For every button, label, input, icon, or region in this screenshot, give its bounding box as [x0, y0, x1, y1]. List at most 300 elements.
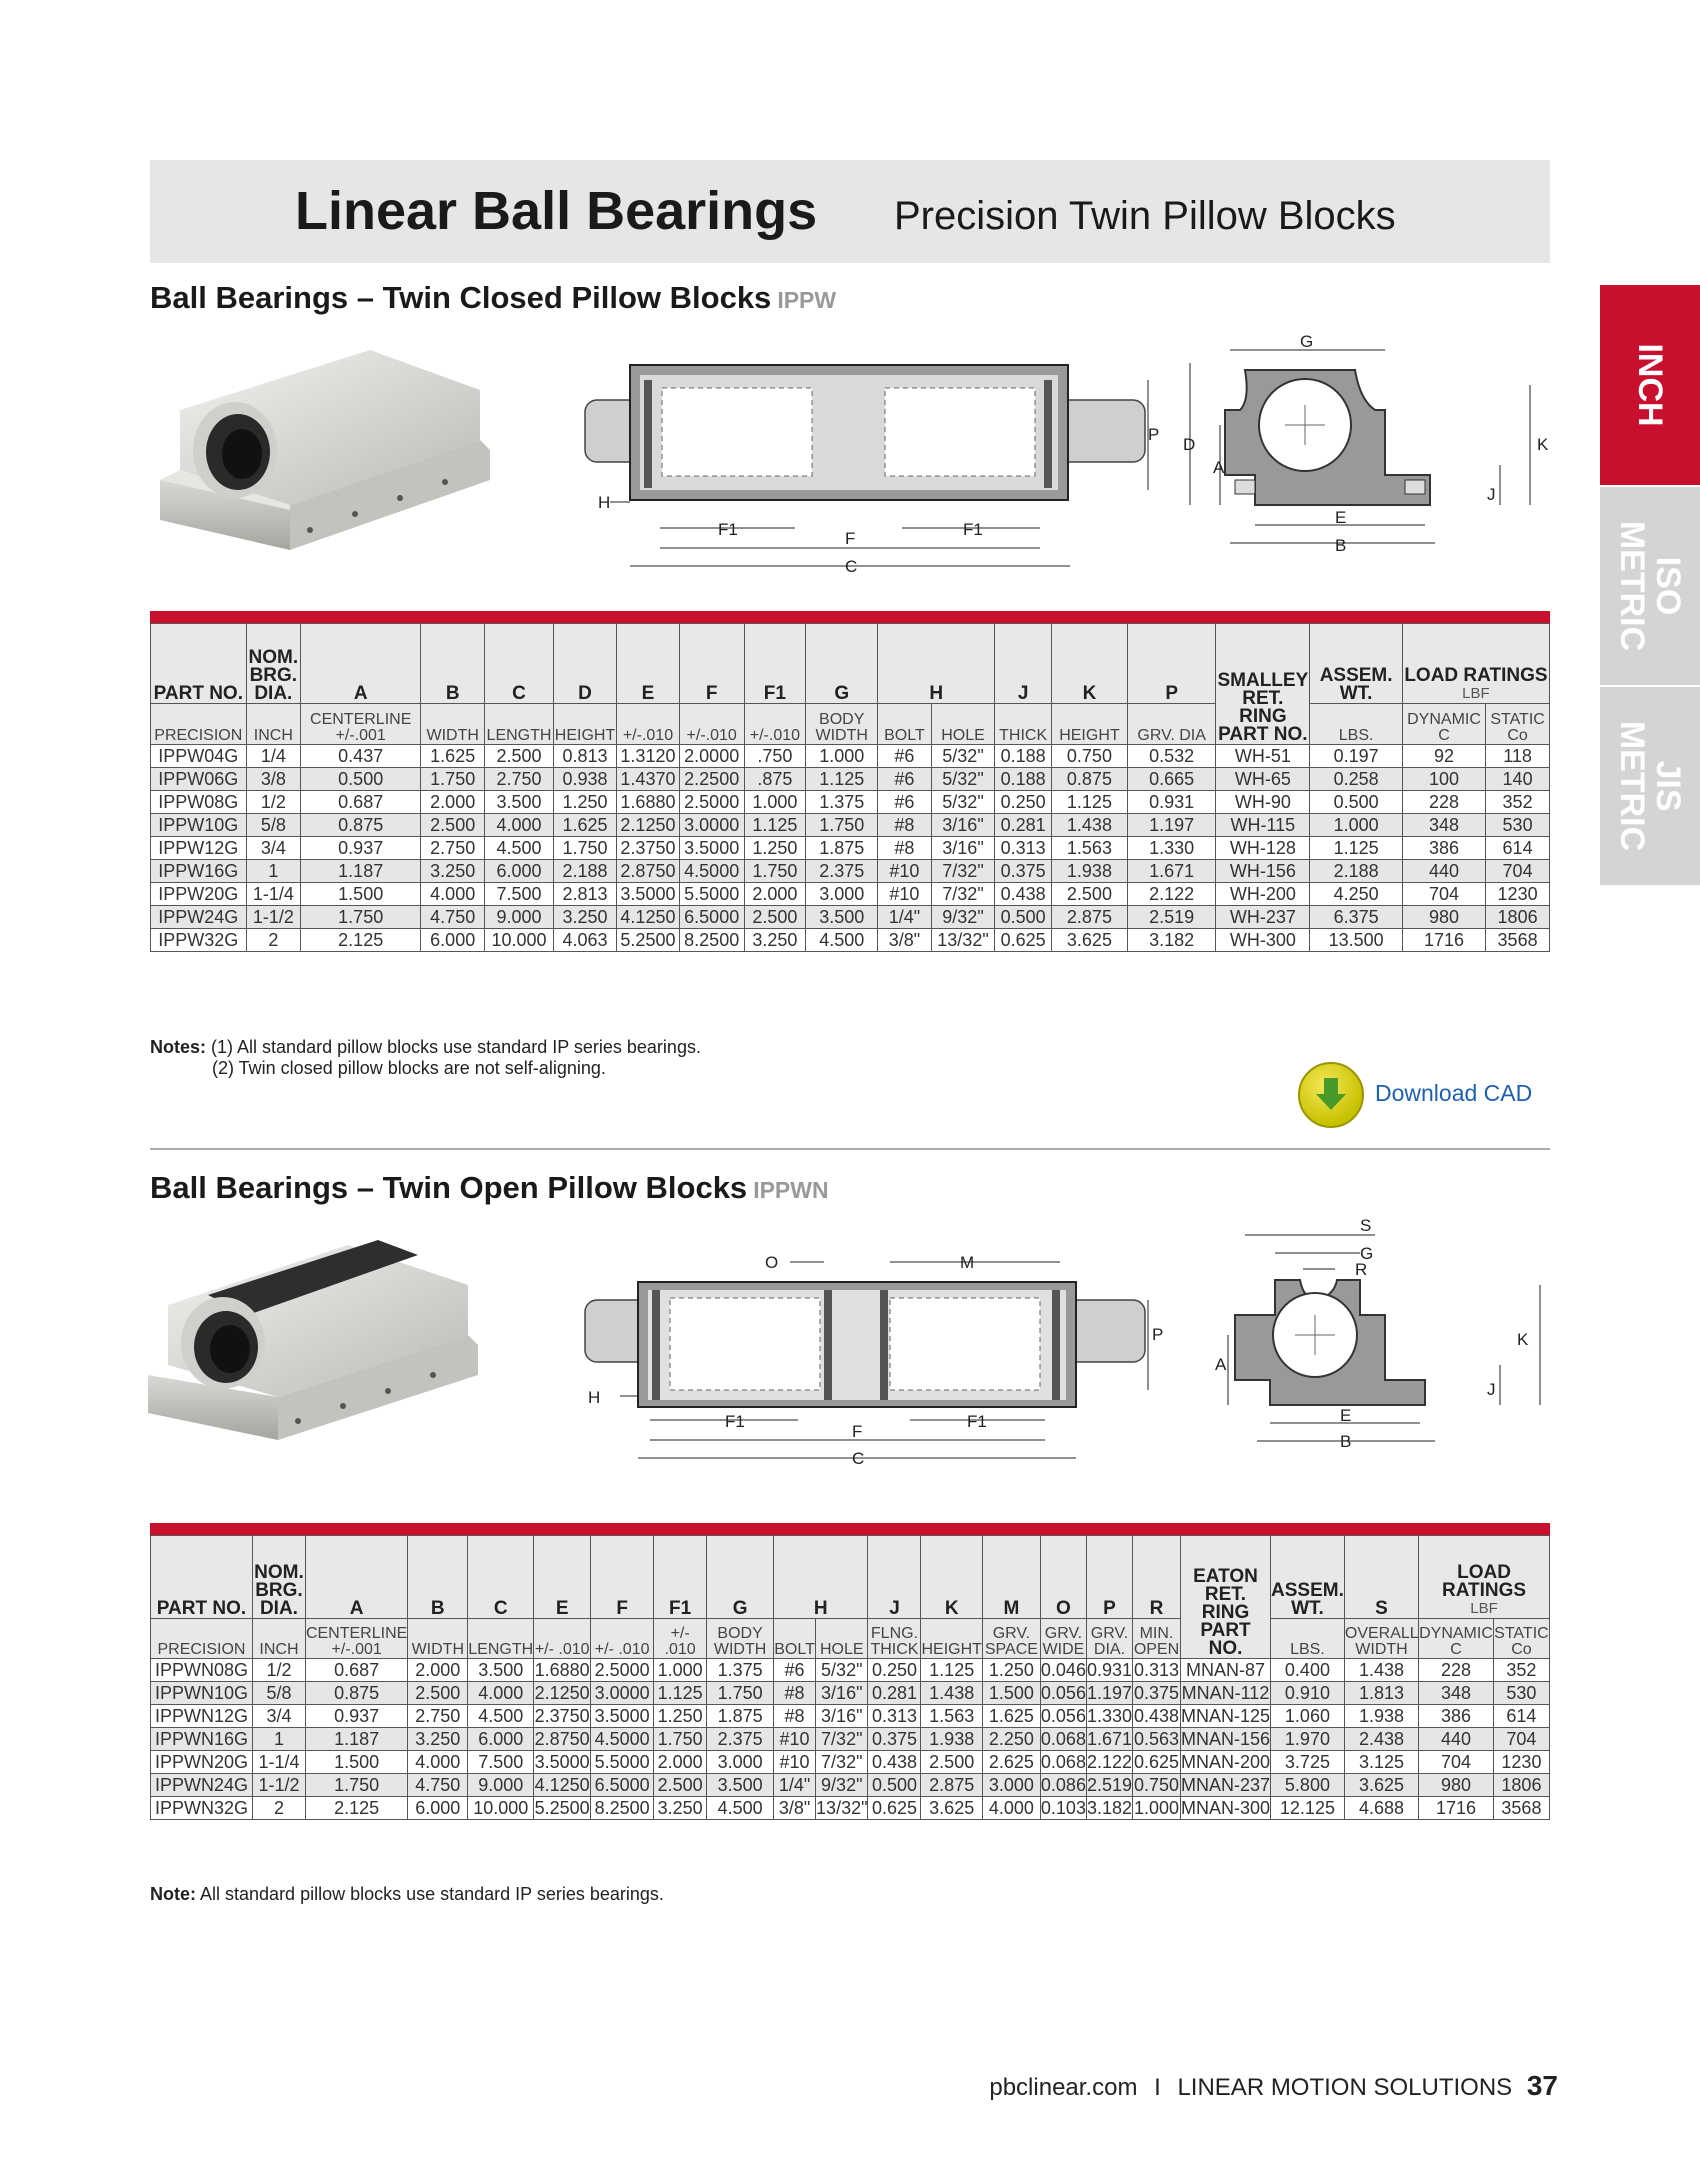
table-cell: 4.500	[485, 837, 554, 860]
table-cell: 13/32"	[816, 1797, 868, 1818]
table-row	[151, 768, 1550, 791]
table-cell: 2.188	[1310, 860, 1403, 883]
table-cell: 3/16"	[816, 1705, 868, 1728]
svg-text:B: B	[1340, 1432, 1352, 1451]
load-ratings-label: LOAD RATINGS	[1404, 665, 1548, 686]
col-header: C	[485, 624, 554, 704]
table-cell: 704	[1402, 883, 1485, 906]
table-cell: 0.056	[1040, 1682, 1086, 1703]
col-header: NOM. BRG. DIA.	[246, 624, 300, 704]
col-header: P	[1086, 1536, 1132, 1619]
load-ratings-label: LOAD RATINGS	[1442, 1562, 1527, 1601]
table-cell: IPPW32G	[151, 929, 247, 952]
col-header: F1	[744, 624, 806, 704]
col-header: R	[1133, 1536, 1181, 1619]
table-cell: 1.750	[305, 1774, 407, 1797]
table-cell: 2.5000	[679, 791, 744, 814]
table-cell: 2.500	[654, 1774, 707, 1797]
section1-notes	[150, 1037, 701, 1079]
table-cell: 3/4	[246, 837, 300, 860]
table-cell: 1.4370	[617, 768, 680, 791]
table-cell: .750	[744, 745, 806, 768]
table-cell: 3.5000	[617, 883, 680, 906]
table-row	[151, 1705, 1550, 1728]
section2-title	[150, 1170, 829, 1206]
table-cell: 0.197	[1310, 745, 1403, 768]
table-cell: 0.500	[301, 768, 421, 791]
table-cell: 4.750	[421, 906, 485, 929]
table-cell: 2.000	[421, 791, 485, 814]
table-cell: IPPWN16G	[151, 1728, 253, 1751]
table-cell: 1.671	[1086, 1728, 1132, 1749]
table-cell: 0.258	[1310, 768, 1403, 791]
open-pillow-block-photo	[148, 1225, 488, 1445]
table-cell: 3.500	[485, 791, 554, 814]
col-header: F	[679, 624, 744, 704]
table-cell: 2.500	[421, 814, 485, 837]
svg-text:O: O	[765, 1253, 779, 1272]
svg-text:F1: F1	[967, 1412, 987, 1431]
table-row	[151, 929, 1550, 952]
table-cell: IPPW16G	[151, 860, 247, 883]
col-subheader: HOLE	[816, 1619, 868, 1659]
table-cell: 3.182	[1086, 1797, 1132, 1818]
tab-iso-metric[interactable]	[1600, 487, 1700, 685]
section1-title-text: Ball Bearings – Twin Closed Pillow Blocks	[150, 280, 772, 315]
table-cell: 0.375	[995, 860, 1052, 883]
table-cell: 1.187	[301, 860, 421, 883]
table-cell: 0.437	[301, 745, 421, 768]
table-cell: 3.182	[1127, 929, 1215, 952]
table-cell: 4.5000	[679, 860, 744, 883]
svg-text:C: C	[852, 1449, 865, 1468]
table-cell: 3/16"	[931, 814, 995, 837]
table-cell: 0.068	[1040, 1728, 1086, 1749]
table-cell: 0.056	[1040, 1705, 1086, 1726]
table-cell: 0.313	[995, 837, 1052, 860]
tab-jis-metric[interactable]	[1600, 687, 1700, 885]
table-cell: 1.875	[806, 837, 878, 860]
table-cell: 1.125	[921, 1659, 982, 1682]
page-title: Linear Ball Bearings	[295, 181, 818, 241]
table-cell: 3.000	[707, 1751, 774, 1774]
table-cell: 9.000	[485, 906, 554, 929]
table-cell: 2.188	[553, 860, 616, 883]
table-cell: 5.5000	[679, 883, 744, 906]
table-cell: 3/8"	[878, 929, 931, 952]
table-cell: 0.438	[868, 1751, 921, 1774]
col-header: G	[806, 624, 878, 704]
svg-text:S: S	[1360, 1216, 1372, 1235]
table-cell: 2.3750	[617, 837, 680, 860]
table-cell: 0.875	[305, 1682, 407, 1705]
table-cell: 7/32"	[931, 883, 995, 906]
table-cell: #10	[774, 1751, 816, 1774]
table-row	[151, 837, 1550, 860]
table-cell: 2	[252, 1797, 305, 1820]
table-cell: 2.813	[553, 883, 616, 906]
table-cell: 1.187	[305, 1728, 407, 1751]
table-cell: 2.625	[982, 1751, 1040, 1774]
table-cell: 2.875	[921, 1774, 982, 1797]
table-cell: 4.688	[1344, 1797, 1418, 1820]
table-cell: 614	[1493, 1705, 1549, 1728]
col-subheader: BODY WIDTH	[707, 1619, 774, 1659]
table-cell: IPPWN32G	[151, 1797, 253, 1820]
col-subheader: LBS.	[1310, 704, 1403, 745]
table-cell: 0.750	[1133, 1774, 1180, 1795]
col-subheader: FLNG. THICK	[868, 1619, 921, 1659]
table-cell: 3.000	[982, 1774, 1040, 1797]
table-cell: 2.8750	[617, 860, 680, 883]
col-header: E	[617, 624, 680, 704]
table-cell: 1.625	[553, 814, 616, 837]
open-spec-table	[150, 1535, 1550, 1820]
table-cell: 530	[1486, 814, 1550, 837]
table-cell: 1.438	[1051, 814, 1127, 837]
table-cell: 3.250	[744, 929, 806, 952]
table-cell: IPPW10G	[151, 814, 247, 837]
table-cell: 3.0000	[679, 814, 744, 837]
table-cell: 3568	[1486, 929, 1550, 952]
table-cell: 3/16"	[816, 1682, 868, 1705]
col-subheader: LBS.	[1271, 1619, 1345, 1659]
table-cell: WH-128	[1216, 837, 1310, 860]
svg-text:E: E	[1340, 1406, 1352, 1425]
col-subheader: PRECISION	[151, 704, 247, 745]
tab-inch[interactable]	[1600, 285, 1700, 485]
table-cell: 1.625	[982, 1705, 1040, 1728]
table-row	[151, 791, 1550, 814]
table-cell: 530	[1493, 1682, 1549, 1705]
table-cell: IPPW08G	[151, 791, 247, 814]
table-cell: 1.125	[1310, 837, 1403, 860]
table-cell: 1/2	[246, 791, 300, 814]
table-cell: IPPWN08G	[151, 1659, 253, 1682]
table-cell: 1-1/4	[246, 883, 300, 906]
table-cell: 1.750	[744, 860, 806, 883]
section2-code: IPPWN	[753, 1177, 829, 1203]
table-cell: 3.625	[1344, 1774, 1418, 1797]
col-subheader: INCH	[246, 704, 300, 745]
table-cell: 2.000	[408, 1659, 468, 1682]
table-cell: 0.750	[1051, 745, 1127, 768]
load-unit: LBF	[1470, 1600, 1498, 1617]
col-subheader: CENTERLINE +/-.001	[305, 1619, 407, 1659]
col-subheader: MIN. OPEN	[1133, 1619, 1181, 1659]
table-row	[151, 1659, 1550, 1682]
col-header: C	[468, 1536, 534, 1619]
svg-text:C: C	[845, 557, 858, 576]
svg-text:P: P	[1148, 425, 1160, 444]
table-cell: 1.000	[806, 745, 878, 768]
svg-text:R: R	[1355, 1260, 1368, 1279]
col-subheader: BOLT	[774, 1619, 816, 1659]
col-subheader: HEIGHT	[921, 1619, 982, 1659]
table-cell: MNAN-87	[1180, 1659, 1270, 1682]
table-cell: 2.125	[305, 1797, 407, 1820]
table-cell: 7.500	[468, 1751, 534, 1774]
col-subheader: THICK	[995, 704, 1052, 745]
table-cell: 0.931	[1086, 1659, 1132, 1680]
table-cell: 13/32"	[931, 929, 995, 952]
table-cell: WH-115	[1216, 814, 1310, 837]
table-cell: 386	[1419, 1705, 1494, 1728]
col-header: M	[982, 1536, 1040, 1619]
page-header	[150, 160, 1550, 263]
table-cell: IPPWN20G	[151, 1751, 253, 1774]
closed-pillow-block-photo	[160, 330, 500, 560]
table-cell: #6	[878, 745, 931, 768]
table-cell: 0.400	[1271, 1659, 1345, 1682]
table-cell: 6.000	[468, 1728, 534, 1751]
table-cell: 1.000	[744, 791, 806, 814]
table-cell: 0.188	[995, 768, 1052, 791]
table-cell: 1.125	[654, 1682, 707, 1705]
table-cell: #8	[878, 814, 931, 837]
table-cell: 1.330	[1086, 1705, 1132, 1726]
download-cad-icon[interactable]	[1298, 1062, 1364, 1128]
download-cad-link[interactable]: Download CAD	[1375, 1080, 1533, 1106]
table-cell: 7/32"	[816, 1728, 868, 1751]
page-subtitle: Precision Twin Pillow Blocks	[894, 194, 1396, 238]
col-header: A	[301, 624, 421, 704]
closed-end-view-diagram	[1175, 332, 1549, 560]
table-row	[151, 906, 1550, 929]
table-cell: WH-65	[1216, 768, 1310, 791]
table-cell: 1	[246, 860, 300, 883]
table-cell: 0.938	[553, 768, 616, 791]
table-cell: 3.125	[1344, 1751, 1418, 1774]
table-cell: 0.281	[995, 814, 1052, 837]
table-cell: MNAN-125	[1180, 1705, 1271, 1726]
table-cell: 348	[1419, 1682, 1494, 1705]
table-cell: #8	[878, 837, 931, 860]
table-cell: 6.5000	[591, 1774, 654, 1797]
table-cell: 140	[1486, 768, 1550, 791]
svg-text:M: M	[960, 1253, 975, 1272]
col-subheader: OVERALL WIDTH	[1344, 1619, 1418, 1659]
table-cell: 9/32"	[931, 906, 995, 929]
table-cell: 13.500	[1310, 929, 1403, 952]
table-cell: 6.000	[485, 860, 554, 883]
table-row	[151, 1728, 1550, 1751]
table-cell: IPPW06G	[151, 768, 247, 791]
table-cell: IPPWN24G	[151, 1774, 253, 1797]
table-cell: 0.500	[1310, 791, 1403, 814]
table-cell: 5.2500	[617, 929, 680, 952]
table-row	[151, 814, 1550, 837]
table-cell: 3.250	[553, 906, 616, 929]
table-cell: 1.750	[553, 837, 616, 860]
svg-text:H: H	[588, 1388, 601, 1407]
table-cell: 1.938	[1051, 860, 1127, 883]
col-header: S	[1344, 1536, 1418, 1619]
table-cell: 1.750	[421, 768, 485, 791]
col-subheader: +/- .010	[654, 1619, 707, 1659]
table-cell: 2.375	[707, 1728, 774, 1751]
col-subheader: LENGTH	[468, 1619, 534, 1659]
col-subheader: STATIC Co	[1493, 1619, 1549, 1659]
table-cell: 2.438	[1344, 1728, 1418, 1751]
table-cell: 3.5000	[591, 1705, 654, 1728]
table-cell: 0.532	[1127, 745, 1215, 768]
table-cell: 1230	[1493, 1751, 1549, 1774]
table-cell: 3.500	[707, 1774, 774, 1797]
table-cell: 1/2	[252, 1659, 305, 1682]
table-cell: 2.125	[301, 929, 421, 952]
table-cell: #10	[878, 883, 931, 906]
table-cell: 704	[1486, 860, 1550, 883]
table-cell: 386	[1402, 837, 1485, 860]
note-label: Note:	[150, 1884, 196, 1904]
table-cell: 6.000	[408, 1797, 468, 1820]
col-header: P	[1127, 624, 1215, 704]
section1-title	[150, 280, 836, 316]
table-cell: IPPW20G	[151, 883, 247, 906]
table-cell: 4.000	[468, 1682, 534, 1705]
table-cell: 3.625	[1051, 929, 1127, 952]
col-header: ASSEM. WT.	[1271, 1536, 1345, 1619]
col-subheader: BOLT	[878, 704, 931, 745]
table-cell: 1716	[1402, 929, 1485, 952]
col-header: E	[534, 1536, 591, 1619]
table-cell: IPPWN10G	[151, 1682, 253, 1705]
col-header: H	[878, 624, 995, 704]
col-subheader: DYNAMIC C	[1402, 704, 1485, 745]
col-header: EATON RET. RING PART NO.	[1180, 1536, 1270, 1659]
table-cell: 1.750	[806, 814, 878, 837]
table-cell: 4.5000	[591, 1728, 654, 1751]
table-cell: 2.500	[921, 1751, 982, 1774]
svg-text:D: D	[1183, 435, 1196, 454]
footer-tagline: LINEAR MOTION SOLUTIONS	[1177, 2074, 1513, 2101]
table-row	[151, 1751, 1550, 1774]
table-cell: 1.671	[1127, 860, 1215, 883]
table-cell: 1.813	[1344, 1682, 1418, 1705]
svg-text:H: H	[598, 493, 611, 512]
footer-separator: I	[1154, 2074, 1161, 2101]
table-cell: 2.1250	[534, 1682, 590, 1703]
col-subheader: BODY WIDTH	[806, 704, 878, 745]
table-cell: 3/16"	[931, 837, 995, 860]
table-cell: 0.500	[868, 1774, 921, 1797]
table-cell: 0.665	[1127, 768, 1215, 791]
table-cell: 4.1250	[534, 1774, 590, 1795]
table-cell: 5/32"	[931, 768, 995, 791]
table-cell: 4.250	[1310, 883, 1403, 906]
table-cell: 0.625	[1133, 1751, 1180, 1772]
table-cell: 1.938	[921, 1728, 982, 1751]
table-cell: 704	[1493, 1728, 1549, 1751]
table-cell: 3.250	[654, 1797, 707, 1820]
table-cell: 1.250	[654, 1705, 707, 1728]
table-row	[151, 860, 1550, 883]
table-row	[151, 1797, 1550, 1820]
table-cell: 1.197	[1127, 814, 1215, 837]
table-cell: 2.122	[1086, 1751, 1132, 1772]
table-cell: 3.5000	[534, 1751, 590, 1772]
table-cell: 1.375	[707, 1659, 774, 1682]
footer-site[interactable]: pbclinear.com	[989, 2074, 1138, 2101]
table-cell: 4.500	[806, 929, 878, 952]
section2-note	[150, 1884, 664, 1905]
col-subheader: WIDTH	[421, 704, 485, 745]
page-footer	[989, 2070, 1558, 2102]
col-header: SMALLEY RET. RING PART NO.	[1216, 624, 1310, 745]
table-cell: 1.3120	[617, 745, 680, 768]
table-cell: 1.500	[305, 1751, 407, 1774]
col-header: PART NO.	[151, 624, 247, 704]
col-subheader: GRV. WIDE	[1040, 1619, 1086, 1659]
col-subheader: HEIGHT	[553, 704, 616, 745]
table-cell: 2.3750	[534, 1705, 590, 1726]
table-cell: MNAN-237	[1180, 1774, 1271, 1795]
col-subheader: PRECISION	[151, 1619, 253, 1659]
table-cell: 8.2500	[679, 929, 744, 952]
table-cell: 1.500	[982, 1682, 1040, 1705]
col-header	[1402, 624, 1549, 704]
table-cell: 100	[1402, 768, 1485, 791]
col-header: B	[421, 624, 485, 704]
col-header: G	[707, 1536, 774, 1619]
table-cell: 3.625	[921, 1797, 982, 1820]
table-cell: #10	[774, 1728, 816, 1751]
table-cell: 6.375	[1310, 906, 1403, 929]
col-subheader: +/- .010	[591, 1619, 654, 1659]
section1-code: IPPW	[777, 287, 837, 313]
col-header: F1	[654, 1536, 707, 1619]
table-cell: 0.910	[1271, 1682, 1345, 1705]
table-cell: 2.500	[1051, 883, 1127, 906]
table-row	[151, 1774, 1550, 1797]
table-cell: 0.625	[868, 1797, 921, 1820]
table-cell: 6.000	[421, 929, 485, 952]
table-cell: 1.750	[654, 1728, 707, 1751]
table-cell: WH-200	[1216, 883, 1310, 906]
table-cell: #8	[774, 1682, 816, 1705]
notes-label: Notes:	[150, 1037, 207, 1057]
svg-text:G: G	[1300, 332, 1314, 351]
table-cell: 4.063	[553, 929, 616, 952]
table-cell: 2.750	[421, 837, 485, 860]
col-header: NOM. BRG. DIA.	[252, 1536, 305, 1619]
col-subheader: STATIC Co	[1486, 704, 1550, 745]
table-cell: 228	[1402, 791, 1485, 814]
table-cell: 3.500	[468, 1659, 534, 1682]
table-cell: 2.8750	[534, 1728, 590, 1749]
table-cell: 4.000	[421, 883, 485, 906]
col-subheader: GRV. SPACE	[982, 1619, 1040, 1659]
table-cell: WH-156	[1216, 860, 1310, 883]
table-cell: 10.000	[468, 1797, 534, 1820]
col-subheader: GRV. DIA.	[1086, 1619, 1132, 1659]
table2-redbar	[150, 1523, 1550, 1535]
table-cell: 5.5000	[591, 1751, 654, 1774]
table-cell: 2.500	[485, 745, 554, 768]
tab-inch-label: INCH	[1631, 343, 1669, 427]
table-cell: 2.500	[744, 906, 806, 929]
table-cell: 0.281	[868, 1682, 921, 1705]
table-cell: 0.563	[1133, 1728, 1180, 1749]
note-line-1: (1) All standard pillow blocks use standard IP series bearings.	[211, 1037, 701, 1057]
table-cell: 1/4"	[878, 906, 931, 929]
table-cell: 7/32"	[931, 860, 995, 883]
table-cell: 980	[1402, 906, 1485, 929]
table-cell: 9.000	[468, 1774, 534, 1797]
table-cell: 0.875	[1051, 768, 1127, 791]
table-cell: .875	[744, 768, 806, 791]
